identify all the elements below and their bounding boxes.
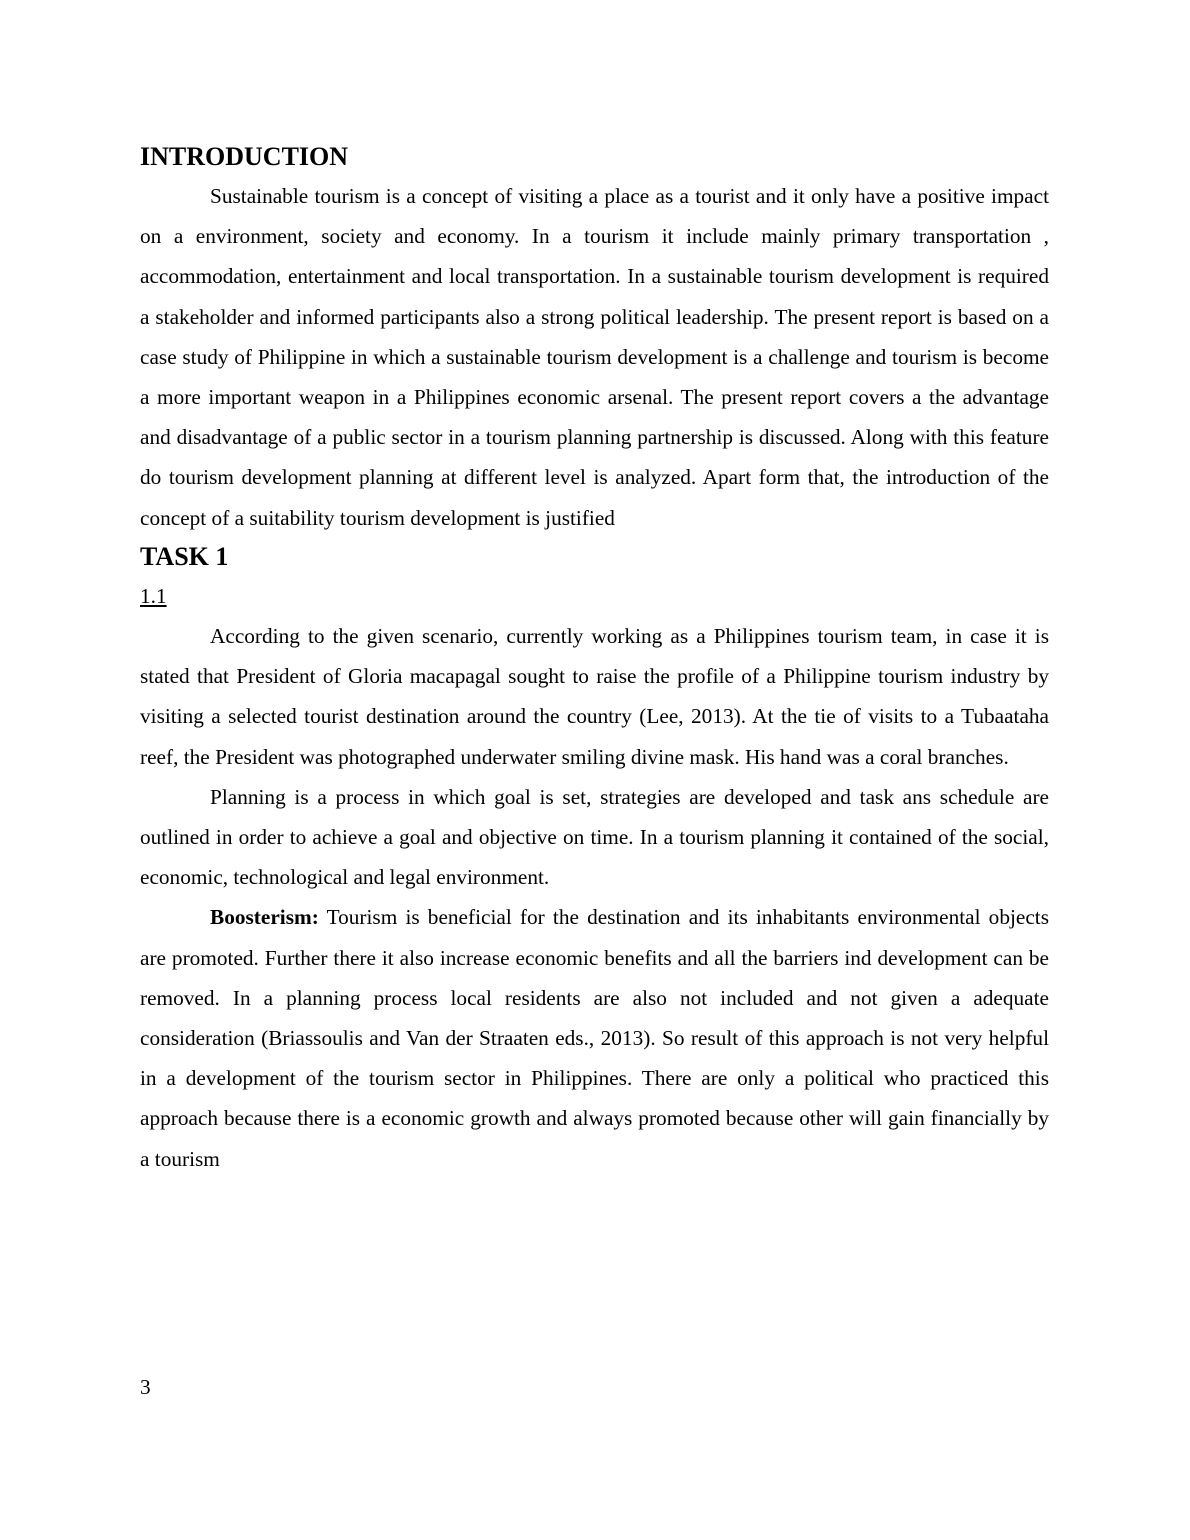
boosterism-lead: Boosterism:	[210, 905, 319, 930]
task1-paragraph-planning: Planning is a process in which goal is set, strategies are developed and task ans schedule are outlined in order to achieve a goal and objective on time. In a tourism planning it contained of the social, economic, technological and legal environment.	[140, 784, 1049, 890]
page-number: 3	[140, 1375, 151, 1399]
document-page	[140, 138, 1049, 1179]
section-1-1-subheading: 1.1	[140, 583, 167, 608]
introduction-heading: INTRODUCTION	[140, 142, 349, 171]
boosterism-body: Tourism is beneficial for the destination and its inhabitants environmental objects are promoted. Further there it also increase economic benefits and all the barriers ind development can be removed. In a planning process local residents are also not included and not given a adequate consideration (Briassoulis and Van der Straaten eds., 2013). So result of this approach is not very helpful in a development of the tourism sector in Philippines. There are only a political who practiced this approach because there is a economic growth and always promoted because other will gain financially by a tourism	[140, 905, 1049, 1171]
task1-heading: TASK 1	[140, 541, 229, 571]
task1-paragraph-scenario: According to the given scenario, currently working as a Philippines tourism team, in case it is stated that President of Gloria macapagal sought to raise the profile of a Philippine tourism industry by visiting a selected tourist destination around the country (Lee, 2013). At the tie of visits to a Tubaataha reef, the President was photographed underwater smiling divine mask. His hand was a coral branches.	[140, 624, 1049, 769]
task1-paragraph-boosterism	[140, 897, 1049, 1178]
introduction-paragraph: Sustainable tourism is a concept of visiting a place as a tourist and it only have a positive impact on a environment, society and economy. In a tourism it include mainly primary transportation , accommodation, entertainment and local transportation. In a sustainable tourism development is required a stakeholder and informed participants also a strong political leadership. The present report is based on a case study of Philippine in which a sustainable tourism development is a challenge and tourism is become a more important weapon in a Philippines economic arsenal. The present report covers a the advantage and disadvantage of a public sector in a tourism planning partnership is discussed. Along with this feature do tourism development planning at different level is analyzed. Apart form that, the introduction of the concept of a suitability tourism development is justified	[140, 184, 1049, 530]
